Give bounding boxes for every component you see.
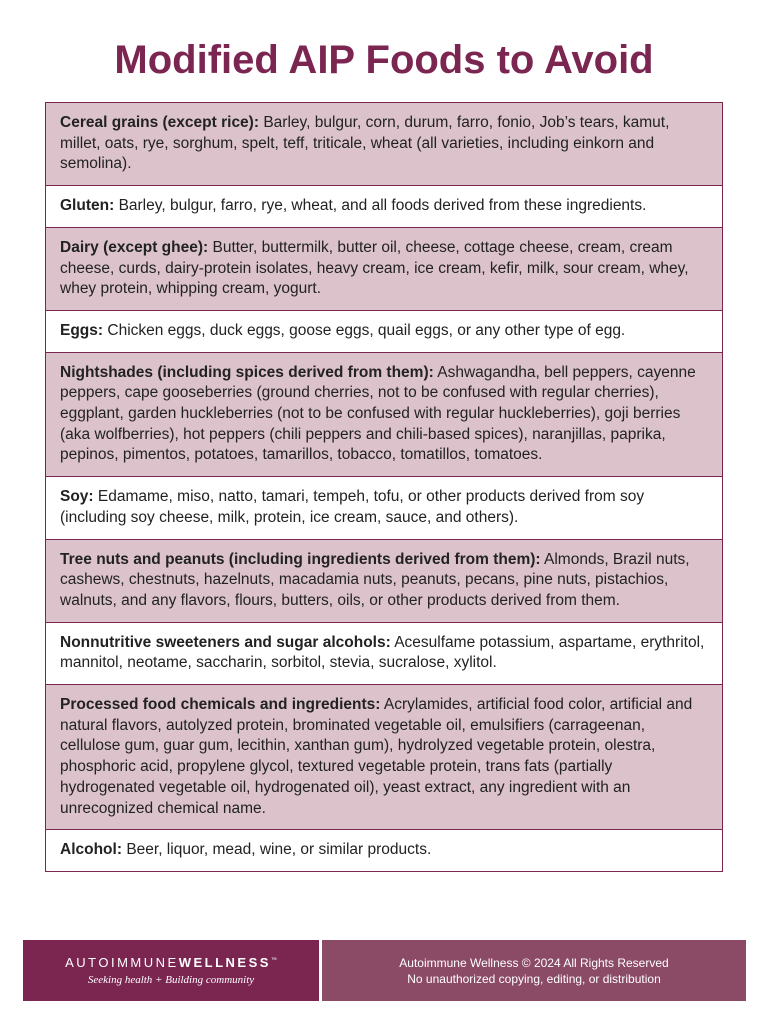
row-items: Edamame, miso, natto, tamari, tempeh, tofu, or other products derived from soy (including soy cheese, milk, protein, ice cream, sauce, and others). — [60, 488, 645, 526]
brand-block — [23, 940, 319, 1001]
row-category: Nonnutritive sweeteners and sugar alcohols: — [60, 633, 391, 651]
row-items: Beer, liquor, mead, wine, or similar products. — [126, 841, 432, 859]
table-row-nightshades — [46, 353, 722, 478]
row-category: Gluten: — [60, 197, 115, 215]
row-category: Cereal grains (except rice): — [60, 114, 260, 131]
row-category: Nightshades (including spices derived from them): — [60, 363, 434, 381]
row-category: Soy: — [60, 488, 94, 506]
brand-logo — [65, 955, 277, 970]
row-category: Dairy (except ghee): — [60, 238, 209, 256]
footer — [23, 940, 746, 1001]
table-row-dairy — [46, 228, 722, 311]
table-row-soy — [46, 477, 722, 539]
row-category: Tree nuts and peanuts (including ingredients derived from them): — [60, 550, 541, 568]
distribution-notice: No unauthorized copying, editing, or distribution — [407, 971, 661, 986]
table-row-gluten — [46, 186, 722, 228]
row-category: Alcohol: — [60, 841, 122, 859]
row-items: Acesulfame potassium, aspartame, erythritol, mannitol, neotame, saccharin, sorbitol, stevia, sucralose, xylitol. — [60, 633, 705, 672]
trademark-mark: ™ — [270, 957, 277, 964]
table-row-alcohol — [46, 830, 722, 871]
row-items: Almonds, Brazil nuts, cashews, chestnuts, hazelnuts, macadamia nuts, peanuts, pecans, pine nuts, pistachios, walnuts, and any flavors, flours, butters, oils, or other products derived from them. — [60, 550, 690, 609]
brand-name-light: AUTOIMMUNE — [65, 955, 179, 970]
row-category: Processed food chemicals and ingredients: — [60, 696, 381, 714]
table-row-tree-nuts — [46, 540, 722, 623]
copyright-block — [322, 940, 746, 1001]
brand-name-bold: WELLNESS — [178, 955, 271, 970]
row-category: Eggs: — [60, 321, 104, 339]
foods-to-avoid-table — [45, 102, 723, 872]
row-items: Acrylamides, artificial food color, artificial and natural flavors, autolyzed protein, brominated vegetable oil, emulsifiers (carrageenan, cellulose gum, guar gum, lecithin, xanthan gum), hydrolyzed vegetable protein, olestra, phosphoric acid, propylene glycol, textured vegetable protein, trans fats (partially hydrogenated vegetable oil, hydrogenated oil), yeast extract, any ingredient with an unrecognized chemical name. — [60, 696, 693, 817]
table-row-processed-chemicals — [46, 685, 722, 830]
row-items: Barley, bulgur, corn, durum, farro, fonio, Job’s tears, kamut, millet, oats, rye, sorghum, spelt, teff, triticale, wheat (all varieties, including einkorn and semolina). — [60, 114, 670, 173]
table-row-cereal-grains — [46, 103, 722, 186]
row-items: Barley, bulgur, farro, rye, wheat, and all foods derived from these ingredients. — [118, 197, 647, 215]
table-row-sweeteners — [46, 623, 722, 685]
row-items: Chicken eggs, duck eggs, goose eggs, quail eggs, or any other type of egg. — [107, 321, 626, 339]
brand-tagline: Seeking health + Building community — [87, 974, 255, 986]
copyright-text: Autoimmune Wellness © 2024 All Rights Reserved — [399, 955, 669, 970]
table-row-eggs — [46, 311, 722, 353]
row-items: Ashwagandha, bell peppers, cayenne peppers, cape gooseberries (ground cherries, not to be confused with regular cherries), eggplant, garden huckleberries (not to be confused with regular huckleberries), goji berries (aka wolfberries), hot peppers (chili peppers and chili-based spices), naranjillas, paprika, pepinos, pimentos, potatoes, tamarillos, tobacco, tomatillos, tomatoes. — [60, 363, 696, 464]
row-items: Butter, buttermilk, butter oil, cheese, cottage cheese, cream, cream cheese, curds, dairy-protein isolates, heavy cream, ice cream, kefir, milk, sour cream, whey, whey protein, whipping cream, yogurt. — [60, 238, 689, 298]
page-title: Modified AIP Foods to Avoid — [114, 38, 654, 82]
